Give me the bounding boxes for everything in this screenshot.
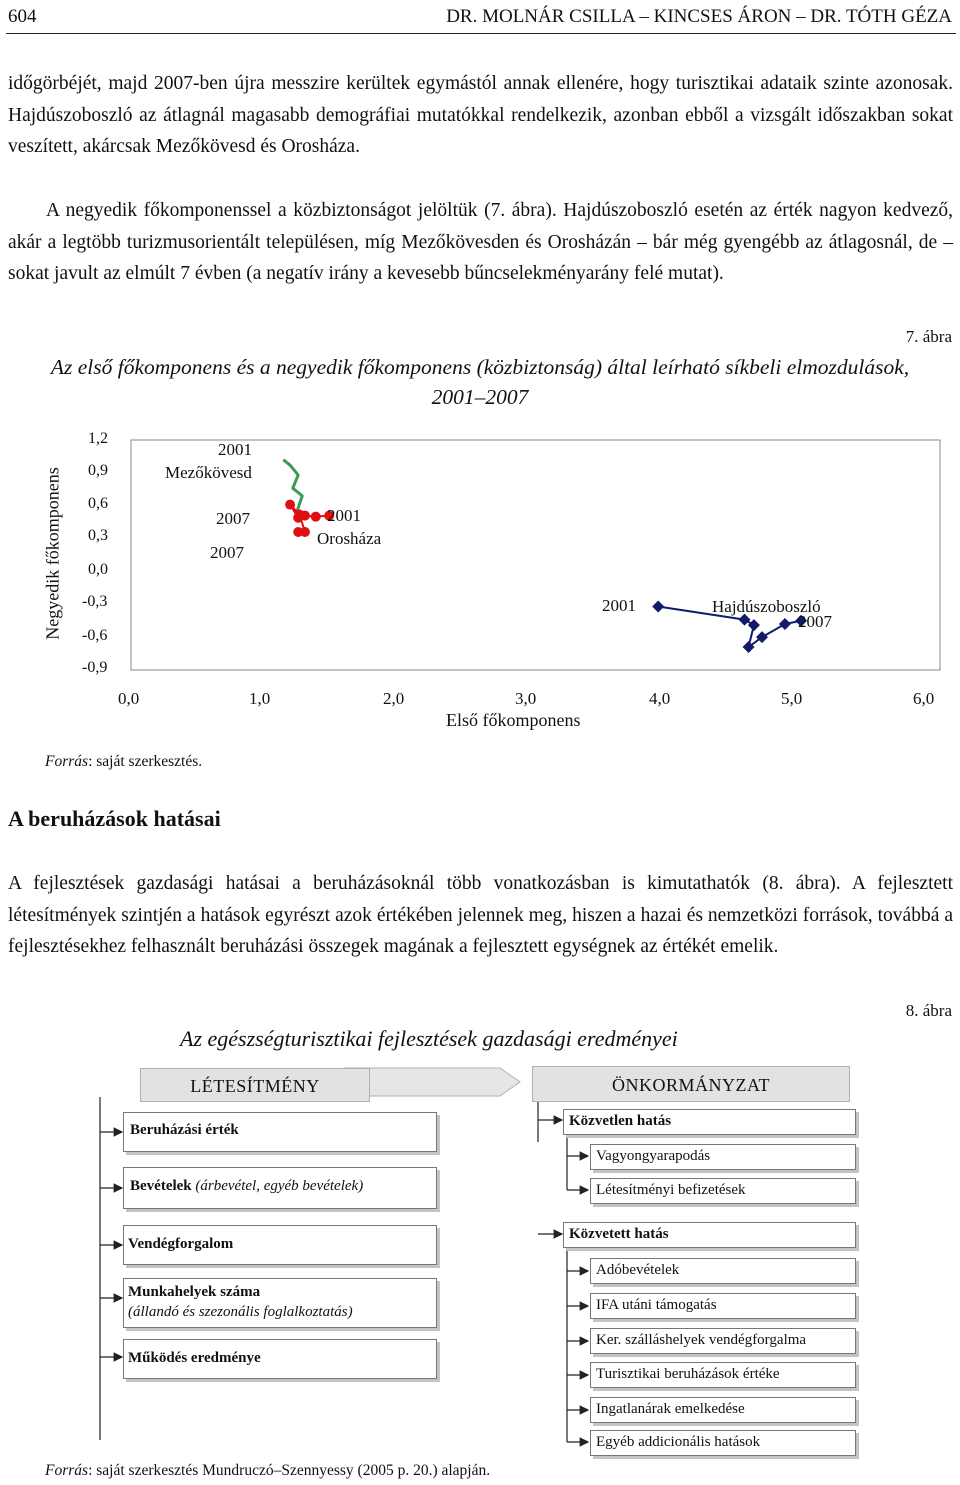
label-hajduszoboszlo-2007: 2007 bbox=[798, 612, 832, 631]
x-axis-title: Első főkomponens bbox=[446, 710, 581, 730]
page-number: 604 bbox=[8, 6, 37, 27]
left-item: Vendégforgalom bbox=[123, 1225, 437, 1265]
label-mezokovesd: Mezőkövesd bbox=[165, 463, 252, 482]
y-tick-label: 0,9 bbox=[88, 462, 108, 479]
x-tick-label: 2,0 bbox=[383, 689, 405, 708]
label-oroshaza-2007-a: 2007 bbox=[216, 509, 250, 528]
section-heading: A beruházások hatásai bbox=[8, 806, 221, 831]
label-mezokovesd-2001: 2001 bbox=[218, 440, 252, 459]
y-tick-label: -0,3 bbox=[82, 593, 108, 610]
data-point bbox=[652, 600, 664, 612]
indirect-item: Ker. szálláshelyek vendégforgalma bbox=[590, 1328, 856, 1354]
x-tick-label: 0,0 bbox=[118, 689, 140, 708]
indirect-item: Adóbevételek bbox=[590, 1258, 856, 1284]
figure-7-source bbox=[45, 753, 202, 771]
x-tick-label: 1,0 bbox=[249, 689, 271, 708]
x-tick-label: 4,0 bbox=[649, 689, 671, 708]
data-point bbox=[293, 527, 303, 537]
x-tick-label: 6,0 bbox=[913, 689, 935, 708]
indirect-effect-label: Közvetett hatás bbox=[563, 1222, 856, 1248]
label-oroshaza-2001: 2001 bbox=[327, 506, 361, 525]
left-item: Beruházási érték bbox=[123, 1112, 437, 1152]
paragraph-3: A fejlesztések gazdasági hatásai a beruházásoknál több vonatkozásban is kimutathatók (8. ábra). A fejlesztett létesítmények szintjén a hatások egyrészt azok értékében jelennek meg, hiszen a hazai és nemzetközi források, továbbá a fejlesztésekhez felhasznált beruházási összegek magának a fejlesztett egységnek az értékét emelik. bbox=[8, 873, 953, 957]
right-header: ÖNKORMÁNYZAT bbox=[532, 1066, 850, 1102]
data-point bbox=[285, 500, 295, 510]
data-point bbox=[311, 512, 321, 522]
figure-8-title: Az egészségturisztikai fejlesztések gazdasági eredményei bbox=[180, 1026, 678, 1051]
figure-7-number: 7. ábra bbox=[905, 327, 952, 346]
source-label: Forrás bbox=[45, 753, 89, 770]
indirect-item: Turisztikai beruházások értéke bbox=[590, 1362, 856, 1388]
flow-arrow bbox=[345, 1068, 520, 1096]
left-header: LÉTESÍTMÉNY bbox=[140, 1068, 370, 1102]
data-point bbox=[748, 619, 760, 631]
direct-effect-label: Közvetlen hatás bbox=[563, 1109, 856, 1135]
data-point bbox=[295, 509, 305, 519]
y-tick-label: 0,3 bbox=[88, 527, 108, 544]
source-label: Forrás bbox=[45, 1462, 89, 1479]
plot-frame bbox=[131, 440, 940, 670]
y-tick-label: -0,6 bbox=[82, 627, 108, 644]
y-tick-label: 0,0 bbox=[88, 561, 108, 578]
left-item: Működés eredménye bbox=[123, 1339, 437, 1379]
direct-item: Vagyongyarapodás bbox=[590, 1144, 856, 1170]
x-tick-label: 5,0 bbox=[781, 689, 803, 708]
source-text: : saját szerkesztés Mundruczó–Szennyessy (2005 p. 20.) alapján. bbox=[88, 1462, 491, 1479]
figure-7-title: Az első főkomponens és a negyedik főkomponens (közbiztonság) által leírható síkbeli elmozdulások, 2001–2007 bbox=[50, 355, 910, 409]
left-item: Bevételek (árbevétel, egyéb bevételek) bbox=[123, 1167, 437, 1209]
direct-item: Létesítményi befizetések bbox=[590, 1178, 856, 1204]
y-tick-label: 1,2 bbox=[88, 430, 108, 447]
label-hajduszoboszlo: Hajdúszoboszló bbox=[712, 597, 821, 616]
y-tick-label: -0,9 bbox=[82, 659, 108, 676]
data-point bbox=[779, 618, 791, 630]
running-header: DR. MOLNÁR CSILLA – KINCSES ÁRON – DR. TÓTH GÉZA bbox=[446, 6, 952, 27]
indirect-item: Egyéb addicionális hatások bbox=[590, 1430, 856, 1456]
paragraph-2: A negyedik főkomponenssel a közbiztonságot jelöltük (7. ábra). Hajdúszoboszló esetén az érték nagyon kedvező, akár a legtöbb turizmusorientált településen, míg Mezőkövesden és Orosházán – bár még gyengébb az átlagosnál, de – sokat javult az elmúlt 7 évben (a negatív irány a kevesebb bűncselekményarány felé mutat). bbox=[8, 200, 953, 284]
figure-8-number: 8. ábra bbox=[905, 1001, 952, 1020]
paragraph-1: időgörbéjét, majd 2007-ben újra messzire kerültek egymástól annak ellenére, hogy turisztikai adataik szinte azonosak. Hajdúszoboszló az átlagnál magasabb demográfiai mutatókkal rendelkezik, azonban ebből a vizsgált időszakban sokat veszített, akárcsak Mezőkövesd és Orosháza. bbox=[8, 73, 953, 157]
x-tick-label: 3,0 bbox=[515, 689, 537, 708]
label-oroshaza: Orosháza bbox=[317, 529, 382, 548]
source-text: : saját szerkesztés. bbox=[88, 753, 203, 770]
figure-8-source bbox=[45, 1462, 490, 1480]
y-tick-label: 0,6 bbox=[88, 495, 108, 512]
label-oroshaza-2007-b: 2007 bbox=[210, 543, 244, 562]
left-item: Munkahelyek száma (állandó és szezonális foglalkoztatás) bbox=[123, 1278, 437, 1328]
indirect-item: IFA utáni támogatás bbox=[590, 1293, 856, 1319]
indirect-item: Ingatlanárak emelkedése bbox=[590, 1397, 856, 1423]
label-hajduszoboszlo-2001: 2001 bbox=[602, 596, 636, 615]
y-axis-title: Negyedik főkomponens bbox=[42, 467, 63, 640]
